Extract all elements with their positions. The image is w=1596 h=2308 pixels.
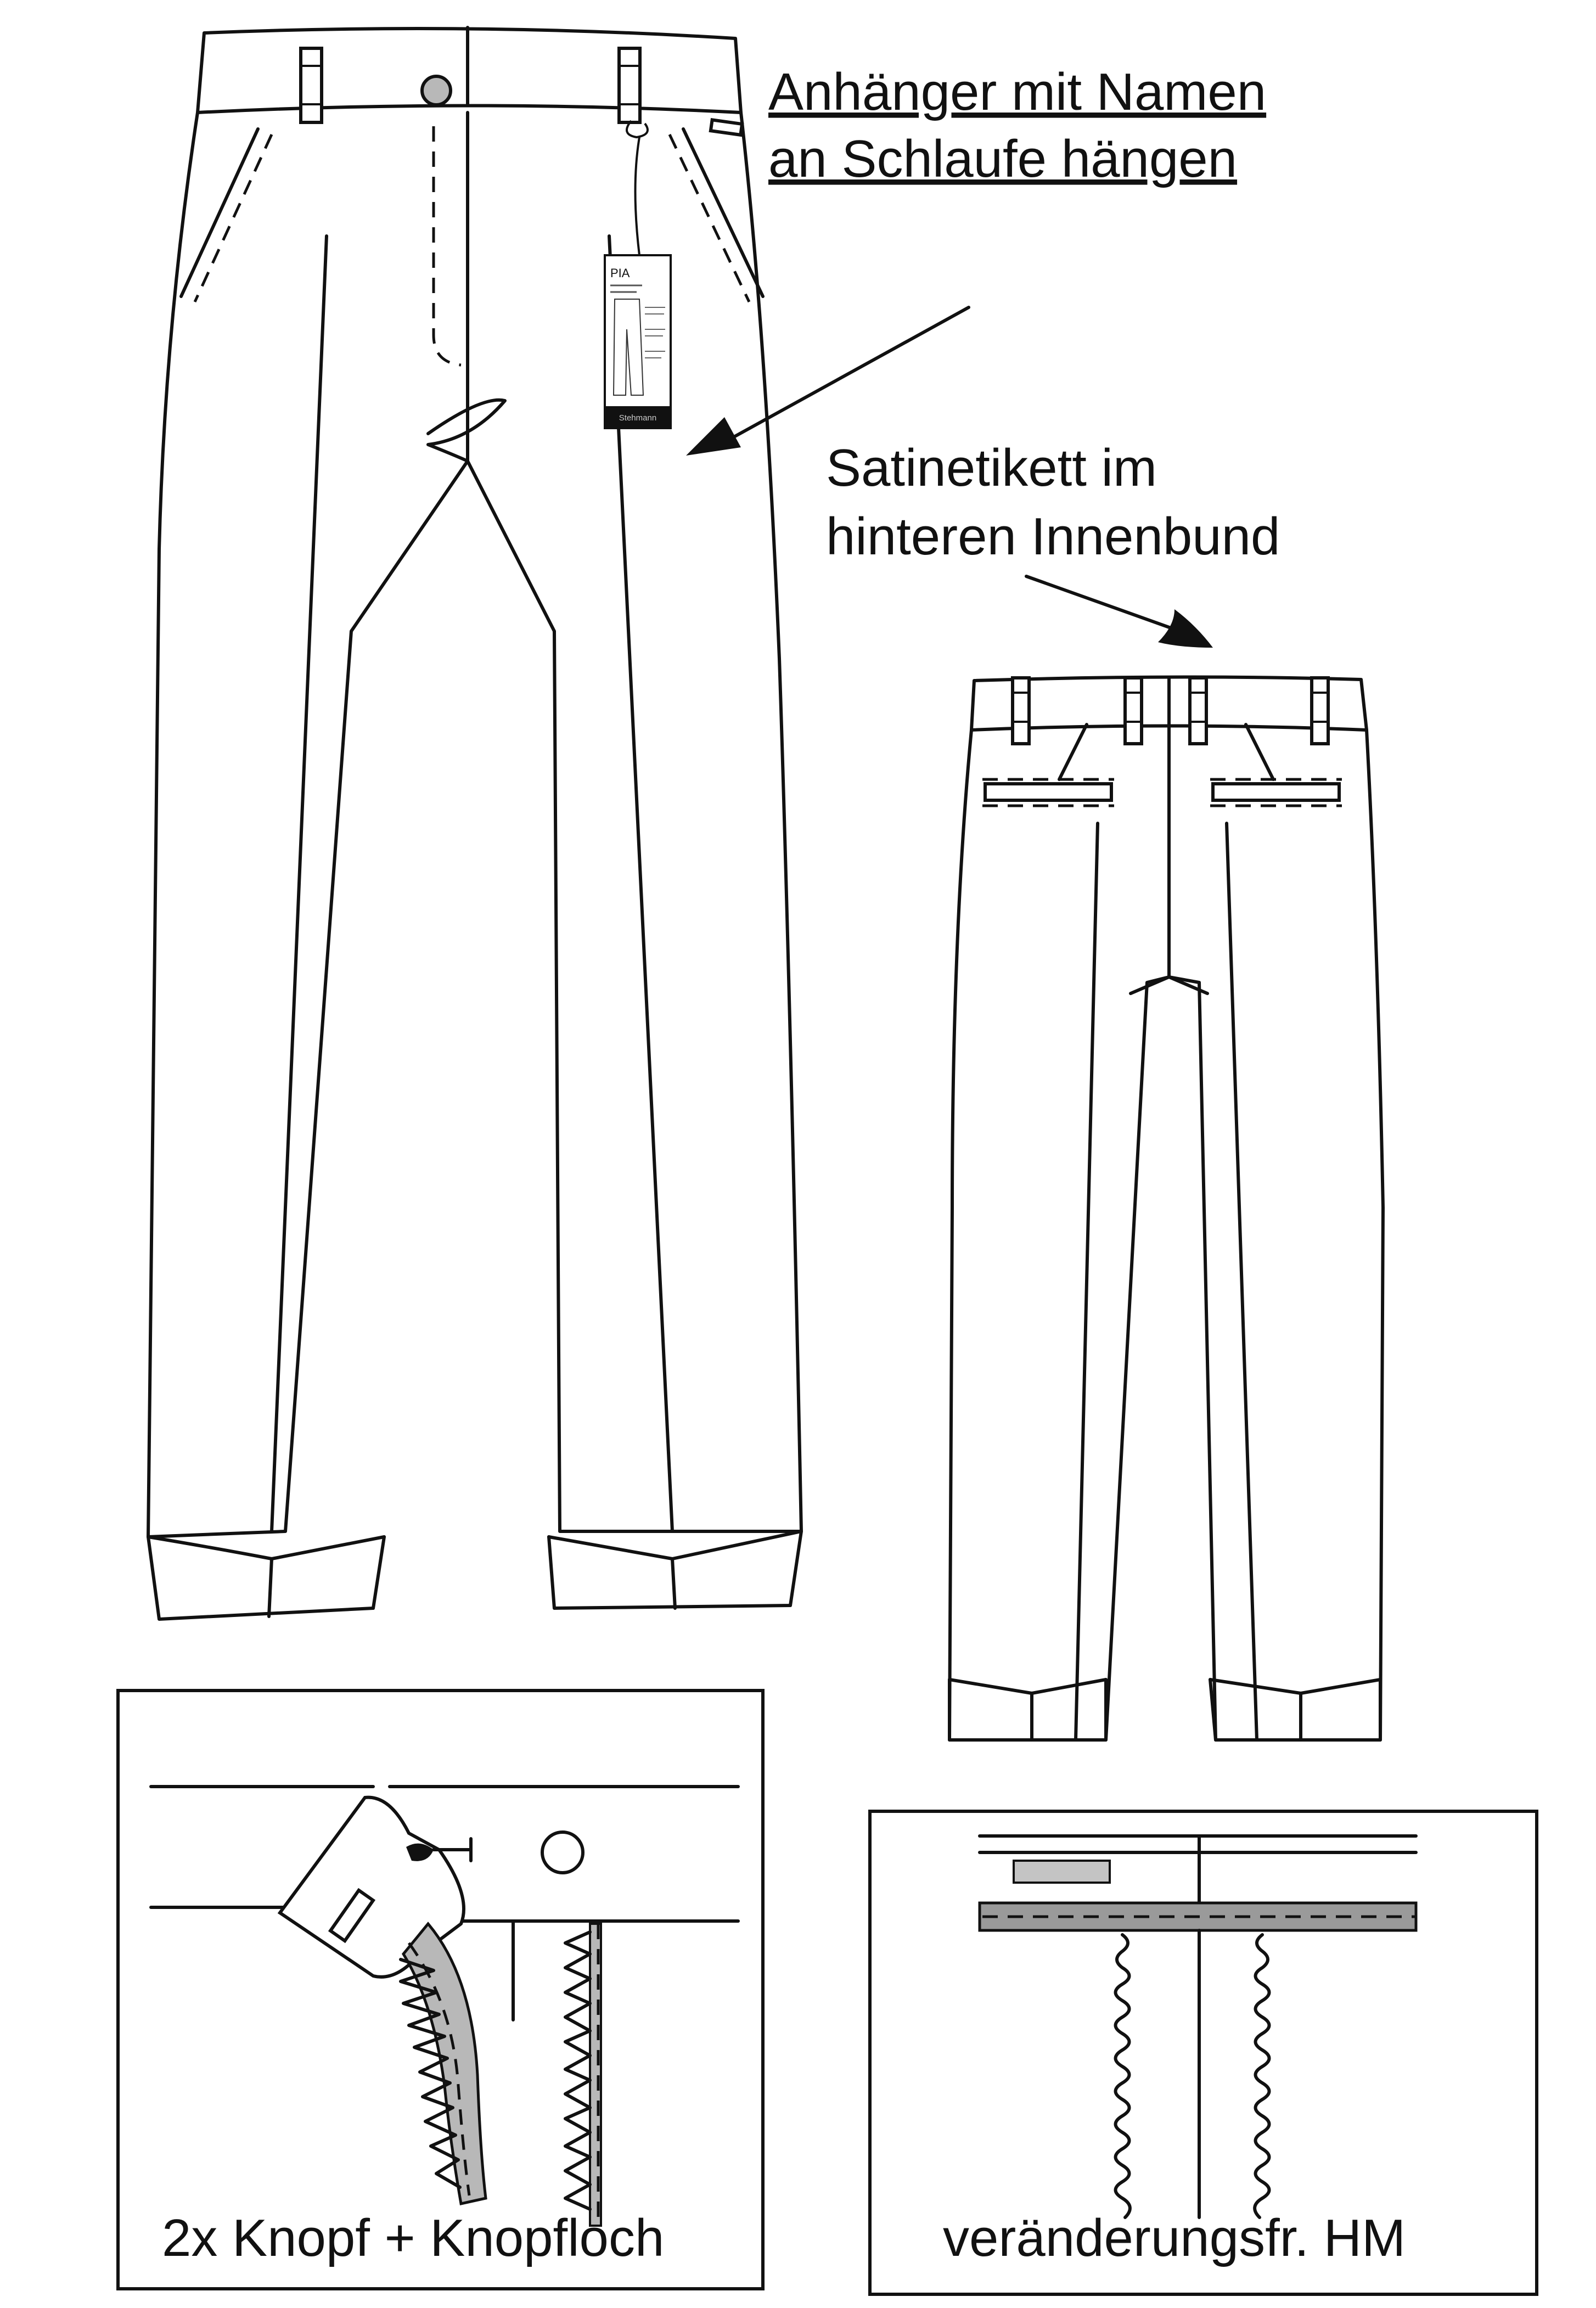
front-crease-right <box>609 236 672 1531</box>
back-dart-right <box>1246 725 1273 779</box>
back-crotch <box>1131 977 1207 993</box>
back-body-outline <box>949 730 1383 1740</box>
back-cuff-left-top <box>949 1680 1106 1693</box>
hang-tag-string <box>627 121 648 255</box>
front-cuff-right-top <box>549 1531 801 1559</box>
label-note-line2: hinteren Innenbund <box>826 507 1280 566</box>
back-welt-pocket-right <box>1210 779 1342 806</box>
hem-detail-box <box>870 1811 1537 2294</box>
front-belt-loop-left <box>301 48 322 122</box>
front-side-label <box>711 120 742 134</box>
hang-tag-brand: Stehmann <box>619 413 657 423</box>
tag-note-line1: Anhänger mit Namen <box>768 63 1267 121</box>
back-belt-loop-1 <box>1013 678 1029 744</box>
label-note-line1: Satinetikett im <box>826 439 1157 497</box>
front-belt-loop-right <box>619 48 640 122</box>
tag-note-arrow <box>686 307 969 456</box>
front-cuff-left-top <box>148 1537 384 1559</box>
back-cuff-left <box>949 1680 1106 1740</box>
front-view-trousers <box>148 27 801 1619</box>
hem-label-tag <box>1014 1861 1110 1883</box>
back-belt-loop-4 <box>1312 678 1328 744</box>
front-body-outline <box>148 113 801 1537</box>
button-detail-caption: 2x Knopf + Knopfloch <box>162 2209 665 2267</box>
back-belt-loop-3 <box>1190 678 1206 744</box>
tag-note-line2: an Schlaufe hängen <box>768 130 1238 188</box>
front-cuff-left <box>148 1537 384 1619</box>
hang-tag-name: PIA <box>610 266 630 280</box>
back-cuff-right <box>1210 1680 1380 1740</box>
back-view-trousers <box>949 677 1383 1740</box>
button-detail-box <box>118 1691 763 2289</box>
front-pocket-right-stitch <box>670 134 749 302</box>
front-fly-stitching <box>434 126 461 365</box>
back-cuff-right-top <box>1210 1680 1380 1693</box>
back-crease-left <box>1076 823 1098 1740</box>
back-welt-pocket-left <box>982 779 1114 806</box>
label-note-arrow <box>1026 576 1213 648</box>
back-belt-loop-2 <box>1125 678 1142 744</box>
waistband-button-detail <box>542 1832 583 1873</box>
hem-detail-caption: veränderungsfr. HM <box>943 2209 1406 2267</box>
front-pocket-left-stitch <box>195 134 272 302</box>
back-crease-right <box>1227 823 1257 1740</box>
waistband-button <box>422 76 451 105</box>
hang-tag <box>605 255 671 428</box>
front-cuff-right-crease <box>672 1559 675 1608</box>
back-dart-left <box>1059 725 1087 779</box>
front-cuff-left-crease <box>269 1559 272 1616</box>
